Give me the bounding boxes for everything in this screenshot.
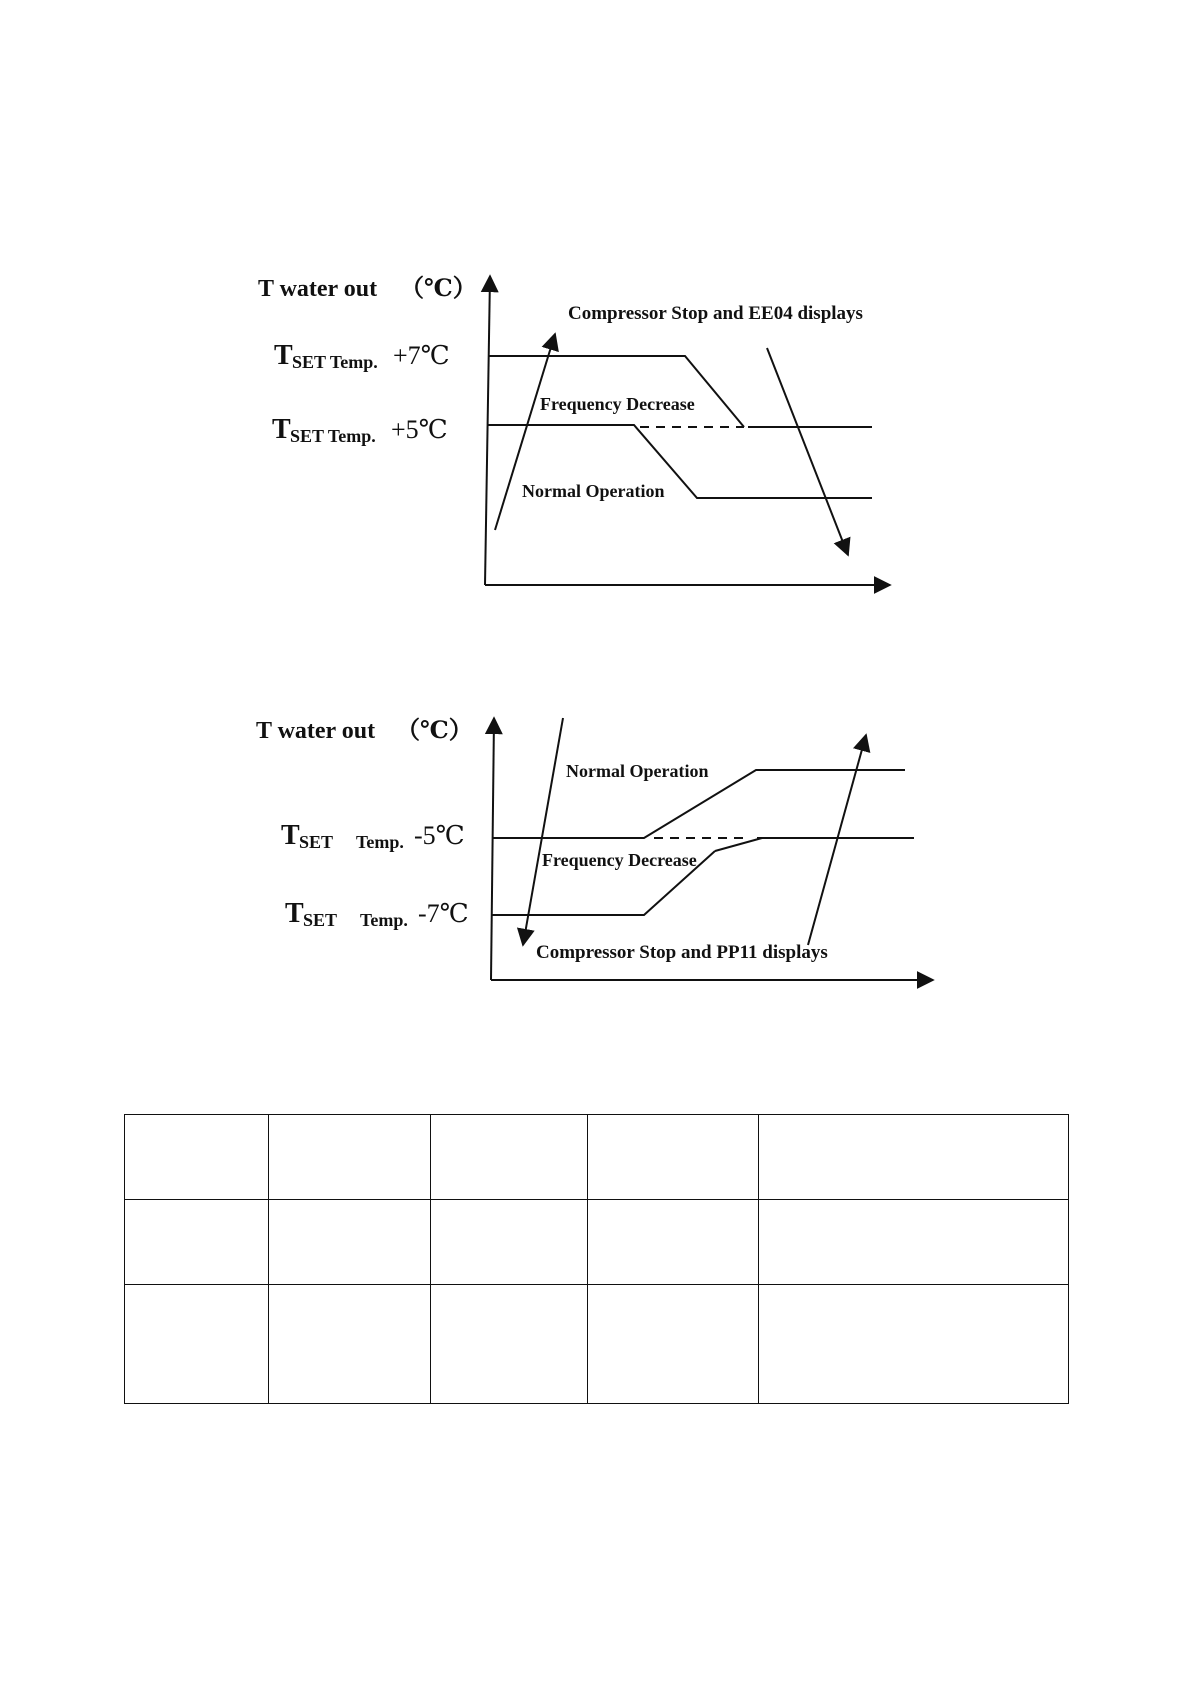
rising-arrow xyxy=(808,735,866,945)
table-cell xyxy=(431,1200,588,1285)
y-axis-title: T water out xyxy=(258,276,378,302)
svg-text:-5℃: -5℃ xyxy=(414,821,465,850)
svg-text:SET: SET xyxy=(303,910,338,930)
svg-text:T: T xyxy=(274,340,293,371)
table-cell xyxy=(759,1115,1069,1200)
table-cell xyxy=(269,1115,431,1200)
svg-text:T: T xyxy=(281,820,300,851)
y-axis xyxy=(485,276,490,585)
empty-table xyxy=(124,1114,1069,1404)
svg-text:Temp.: Temp. xyxy=(360,910,408,930)
label-normal-operation: Normal Operation xyxy=(522,481,665,501)
label-compressor-stop-pp11: Compressor Stop and PP11 displays xyxy=(536,942,828,963)
falling-arrow xyxy=(523,718,563,945)
table-cell xyxy=(269,1285,431,1404)
table-cell xyxy=(125,1115,269,1200)
svg-text:+5℃: +5℃ xyxy=(391,415,448,444)
table-row xyxy=(125,1115,1069,1200)
level-label-plus5 xyxy=(272,414,448,446)
table-cell xyxy=(588,1115,759,1200)
label-frequency-decrease: Frequency Decrease xyxy=(540,394,695,414)
table-cell xyxy=(431,1285,588,1404)
svg-text:-7℃: -7℃ xyxy=(418,899,469,928)
table-cell xyxy=(125,1200,269,1285)
svg-text:+7℃: +7℃ xyxy=(393,341,450,370)
svg-text:Temp.: Temp. xyxy=(356,832,404,852)
y-axis-unit: （℃） xyxy=(400,276,477,302)
table-cell xyxy=(588,1200,759,1285)
level-label-plus7 xyxy=(274,340,450,372)
table-cell xyxy=(125,1285,269,1404)
upper-threshold-line xyxy=(488,356,744,427)
table-cell xyxy=(588,1285,759,1404)
table-row xyxy=(125,1285,1069,1404)
table-row xyxy=(125,1200,1069,1285)
svg-text:SET: SET xyxy=(299,832,334,852)
diagram-high-temp-protection xyxy=(258,275,890,585)
diagram-low-temp-protection xyxy=(256,717,933,980)
lower-to-middle xyxy=(715,838,762,851)
y-axis-title: T water out xyxy=(256,718,376,744)
label-compressor-stop-ee04: Compressor Stop and EE04 displays xyxy=(568,303,863,324)
level-label-minus7 xyxy=(285,898,469,930)
table-cell xyxy=(759,1285,1069,1404)
svg-text:T: T xyxy=(285,898,304,929)
svg-text:T: T xyxy=(272,414,291,445)
table-cell xyxy=(759,1200,1069,1285)
y-axis-unit: （℃） xyxy=(396,718,473,744)
level-label-minus5 xyxy=(281,820,465,852)
table-cell xyxy=(269,1200,431,1285)
y-axis xyxy=(491,718,494,980)
label-normal-operation: Normal Operation xyxy=(566,761,709,781)
svg-text:SET Temp.: SET Temp. xyxy=(292,352,378,372)
table-cell xyxy=(431,1115,588,1200)
svg-text:SET Temp.: SET Temp. xyxy=(290,426,376,446)
label-frequency-decrease: Frequency Decrease xyxy=(542,850,697,870)
falling-arrow xyxy=(767,348,848,555)
